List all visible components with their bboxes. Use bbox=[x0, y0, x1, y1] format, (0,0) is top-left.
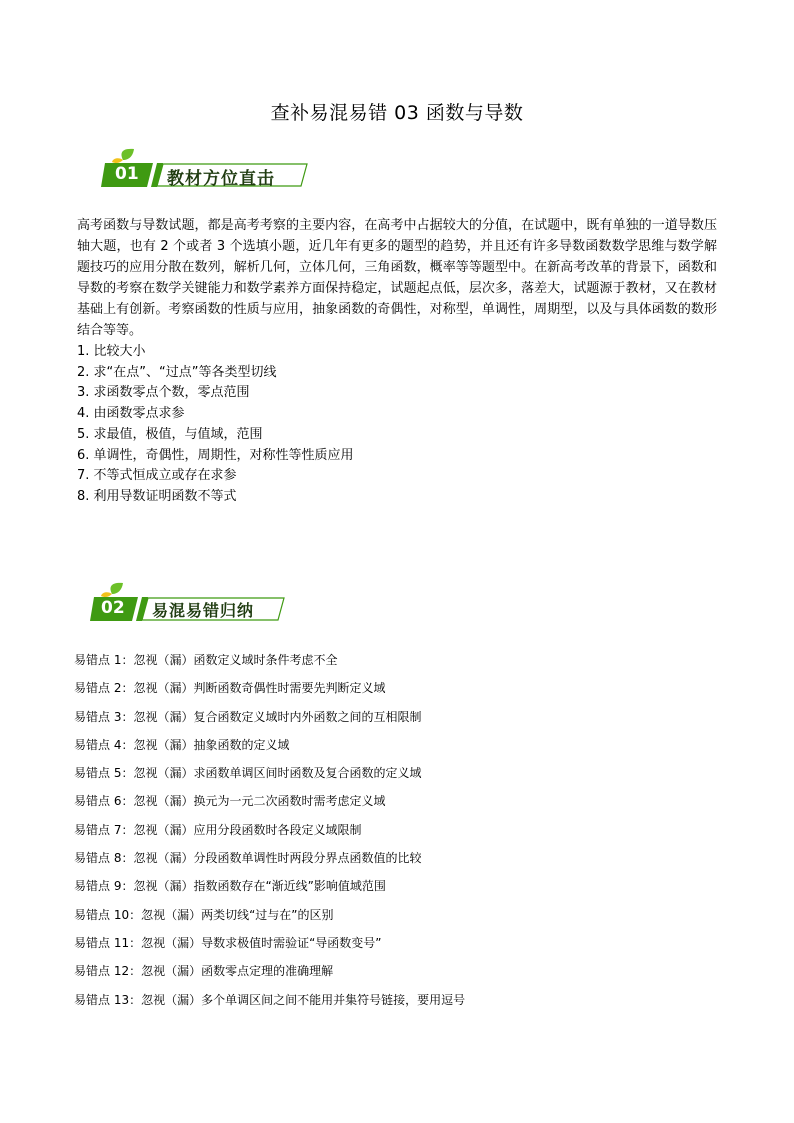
list-item: 易错点 7：忽视（漏）应用分段函数时各段定义域限制 bbox=[74, 822, 362, 837]
list-item: 易错点 12：忽视（漏）函数零点定理的准确理解 bbox=[74, 964, 334, 979]
section-number: 01 bbox=[115, 164, 139, 184]
error-point-list bbox=[74, 650, 465, 1018]
section-title: 易混易错归纳 bbox=[152, 601, 255, 620]
leaf-icon bbox=[101, 583, 123, 597]
leaf-icon bbox=[112, 149, 134, 163]
list-item: 4. 由函数零点求参 bbox=[77, 406, 185, 422]
list-item: 5. 求最值，极值，与值域，范围 bbox=[77, 426, 263, 442]
section-header-1 bbox=[101, 148, 311, 192]
list-item: 易错点 8：忽视（漏）分段函数单调性时两段分界点函数值的比较 bbox=[74, 851, 422, 866]
section-number: 02 bbox=[101, 598, 125, 618]
intro-paragraph: 高考函数与导数试题，都是高考考察的主要内容，在高考中占据较大的分值，在试题中，既有单独的一道导数压轴大题，也有 2 个或者 3 个选填小题，近几年有更多的题型的趋势，并且还有许多导数函数数学思维与数学解题技巧的应用分散在数列，解析几何，立体几何，三角函数，概率等等题型中。在新高考改革的背景下，函数和导数的考察在数学关键能力和数学素养方面保持稳定，试题起点低，层次多，落差大，试题源于教材，又在教材基础上有创新。考察函数的性质与应用，抽象函数的奇偶性，对称型，单调性，周期型，以及与具体函数的数形结合等等。 bbox=[77, 218, 717, 338]
list-item: 7. 不等式恒成立或存在求参 bbox=[77, 468, 237, 484]
list-item: 易错点 11：忽视（漏）导数求极值时需验证“导函数变号” bbox=[74, 935, 382, 950]
list-item: 1. 比较大小 bbox=[77, 344, 146, 359]
topic-list bbox=[77, 342, 354, 508]
list-item: 易错点 2：忽视（漏）判断函数奇偶性时需要先判断定义域 bbox=[74, 681, 386, 696]
list-item: 易错点 10：忽视（漏）两类切线“过与在”的区别 bbox=[74, 907, 334, 922]
section-title: 教材方位直击 bbox=[167, 169, 275, 189]
list-item: 2. 求“在点”、“过点”等各类型切线 bbox=[77, 364, 277, 380]
list-item: 易错点 1：忽视（漏）函数定义域时条件考虑不全 bbox=[74, 653, 338, 667]
section-header-2 bbox=[90, 582, 290, 626]
list-item: 6. 单调性，奇偶性，周期性，对称性等性质应用 bbox=[77, 447, 354, 463]
list-item: 易错点 4：忽视（漏）抽象函数的定义域 bbox=[74, 737, 290, 752]
list-item: 3. 求函数零点个数，零点范围 bbox=[77, 385, 250, 401]
list-item: 易错点 6：忽视（漏）换元为一元二次函数时需考虑定义域 bbox=[74, 794, 386, 809]
list-item: 易错点 3：忽视（漏）复合函数定义域时内外函数之间的互相限制 bbox=[74, 709, 422, 724]
list-item: 8. 利用导数证明函数不等式 bbox=[77, 488, 237, 504]
list-item: 易错点 5：忽视（漏）求函数单调区间时函数及复合函数的定义域 bbox=[74, 766, 422, 781]
list-item: 易错点 9：忽视（漏）指数函数存在“渐近线”影响值域范围 bbox=[74, 879, 386, 894]
list-item: 易错点 13：忽视（漏）多个单调区间之间不能用并集符号链接，要用逗号 bbox=[74, 992, 466, 1007]
document-title: 查补易混易错 03 函数与导数 bbox=[270, 102, 524, 124]
